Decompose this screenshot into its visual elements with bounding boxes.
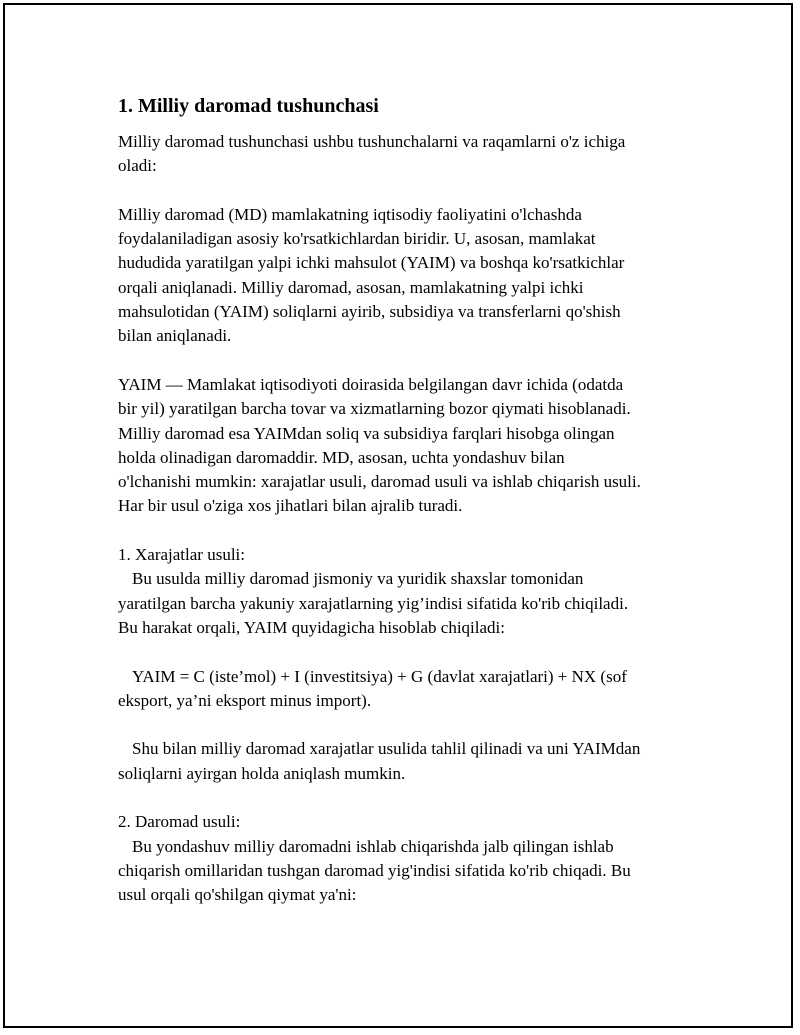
text-line: hududida yaratilgan yalpi ichki mahsulot (YAIM) va boshqa ko'rsatkichlar: [118, 253, 625, 273]
text-line: Milliy daromad esa YAIMdan soliq va subsidiya farqlari hisobga olingan: [118, 423, 615, 443]
text-line: Har bir usul o'ziga xos jihatlari bilan ajralib turadi.: [118, 496, 463, 516]
document-title: 1. Milliy daromad tushunchasi: [118, 95, 379, 117]
text-line: orqali aniqlanadi. Milliy daromad, asosan, mamlakatning yalpi ichki: [118, 277, 584, 297]
text-line: Bu yondashuv milliy daromadni ishlab chiqarishda jalb qilingan ishlab: [132, 836, 614, 856]
paragraph-gap: [118, 179, 708, 203]
text-line: bir yil) yaratilgan barcha tovar va xizmatlarning bozor qiymati hisoblanadi.: [118, 399, 631, 419]
text-line: Milliy daromad tushunchasi ushbu tushunchalarni va raqamlarni o'z ichiga: [118, 132, 626, 151]
text-line: foydalaniladigan asosiy ko'rsatkichlardan biridir. U, asosan, mamlakat: [118, 229, 596, 249]
formula-line: YAIM = C (iste’mol) + I (investitsiya) + G (davlat xarajatlari) + NX (sof: [132, 666, 627, 686]
section-heading: 1. Xarajatlar usuli:: [118, 545, 245, 565]
paragraph-gap: [118, 519, 708, 543]
text-line: yaratilgan barcha yakuniy xarajatlarning yig’indisi sifatida ko'rib chiqiladi.: [118, 593, 629, 613]
section-heading: 2. Daromad usuli:: [118, 812, 241, 832]
paragraph-gap: [118, 349, 708, 373]
paragraph-gap: [118, 786, 708, 810]
document-body: [118, 92, 708, 908]
text-line: mahsulotidan (YAIM) soliqlarni ayirib, subsidiya va transferlarni qo'shish: [118, 302, 621, 322]
yaim-definition-paragraph: [118, 373, 708, 519]
md-definition-paragraph: [118, 203, 708, 349]
text-line: Shu bilan milliy daromad xarajatlar usulida tahlil qilinadi va uni YAIMdan: [132, 739, 641, 759]
text-line: holda olinadigan daromaddir. MD, asosan, uchta yondashuv bilan: [118, 447, 565, 467]
paragraph-gap: [118, 640, 708, 664]
text-line: oladi:: [118, 156, 157, 176]
text-line: usul orqali qo'shilgan qiymat ya'ni:: [118, 885, 357, 905]
text-line: chiqarish omillaridan tushgan daromad yig'indisi sifatida ko'rib chiqadi. Bu: [118, 860, 631, 880]
yaim-formula: [118, 665, 708, 714]
income-method-section: [118, 810, 708, 907]
paragraph-gap: [118, 713, 708, 737]
text-line: YAIM — Mamlakat iqtisodiyoti doirasida belgilangan davr ichida (odatda: [118, 374, 624, 394]
intro-paragraph: [118, 130, 708, 179]
text-line: Bu usulda milliy daromad jismoniy va yuridik shaxslar tomonidan: [132, 569, 584, 589]
formula-line: eksport, ya’ni eksport minus import).: [118, 690, 372, 710]
text-line: Milliy daromad (MD) mamlakatning iqtisodiy faoliyatini o'lchashda: [118, 204, 582, 224]
text-line: soliqlarni ayirgan holda aniqlash mumkin.: [118, 763, 406, 783]
expenditure-note-paragraph: [118, 737, 708, 786]
expenditure-method-section: [118, 543, 708, 640]
text-line: o'lchanishi mumkin: xarajatlar usuli, daromad usuli va ishlab chiqarish usuli.: [118, 472, 641, 492]
text-line: Bu harakat orqali, YAIM quyidagicha hisoblab chiqiladi:: [118, 617, 505, 637]
text-line: bilan aniqlanadi.: [118, 326, 232, 346]
